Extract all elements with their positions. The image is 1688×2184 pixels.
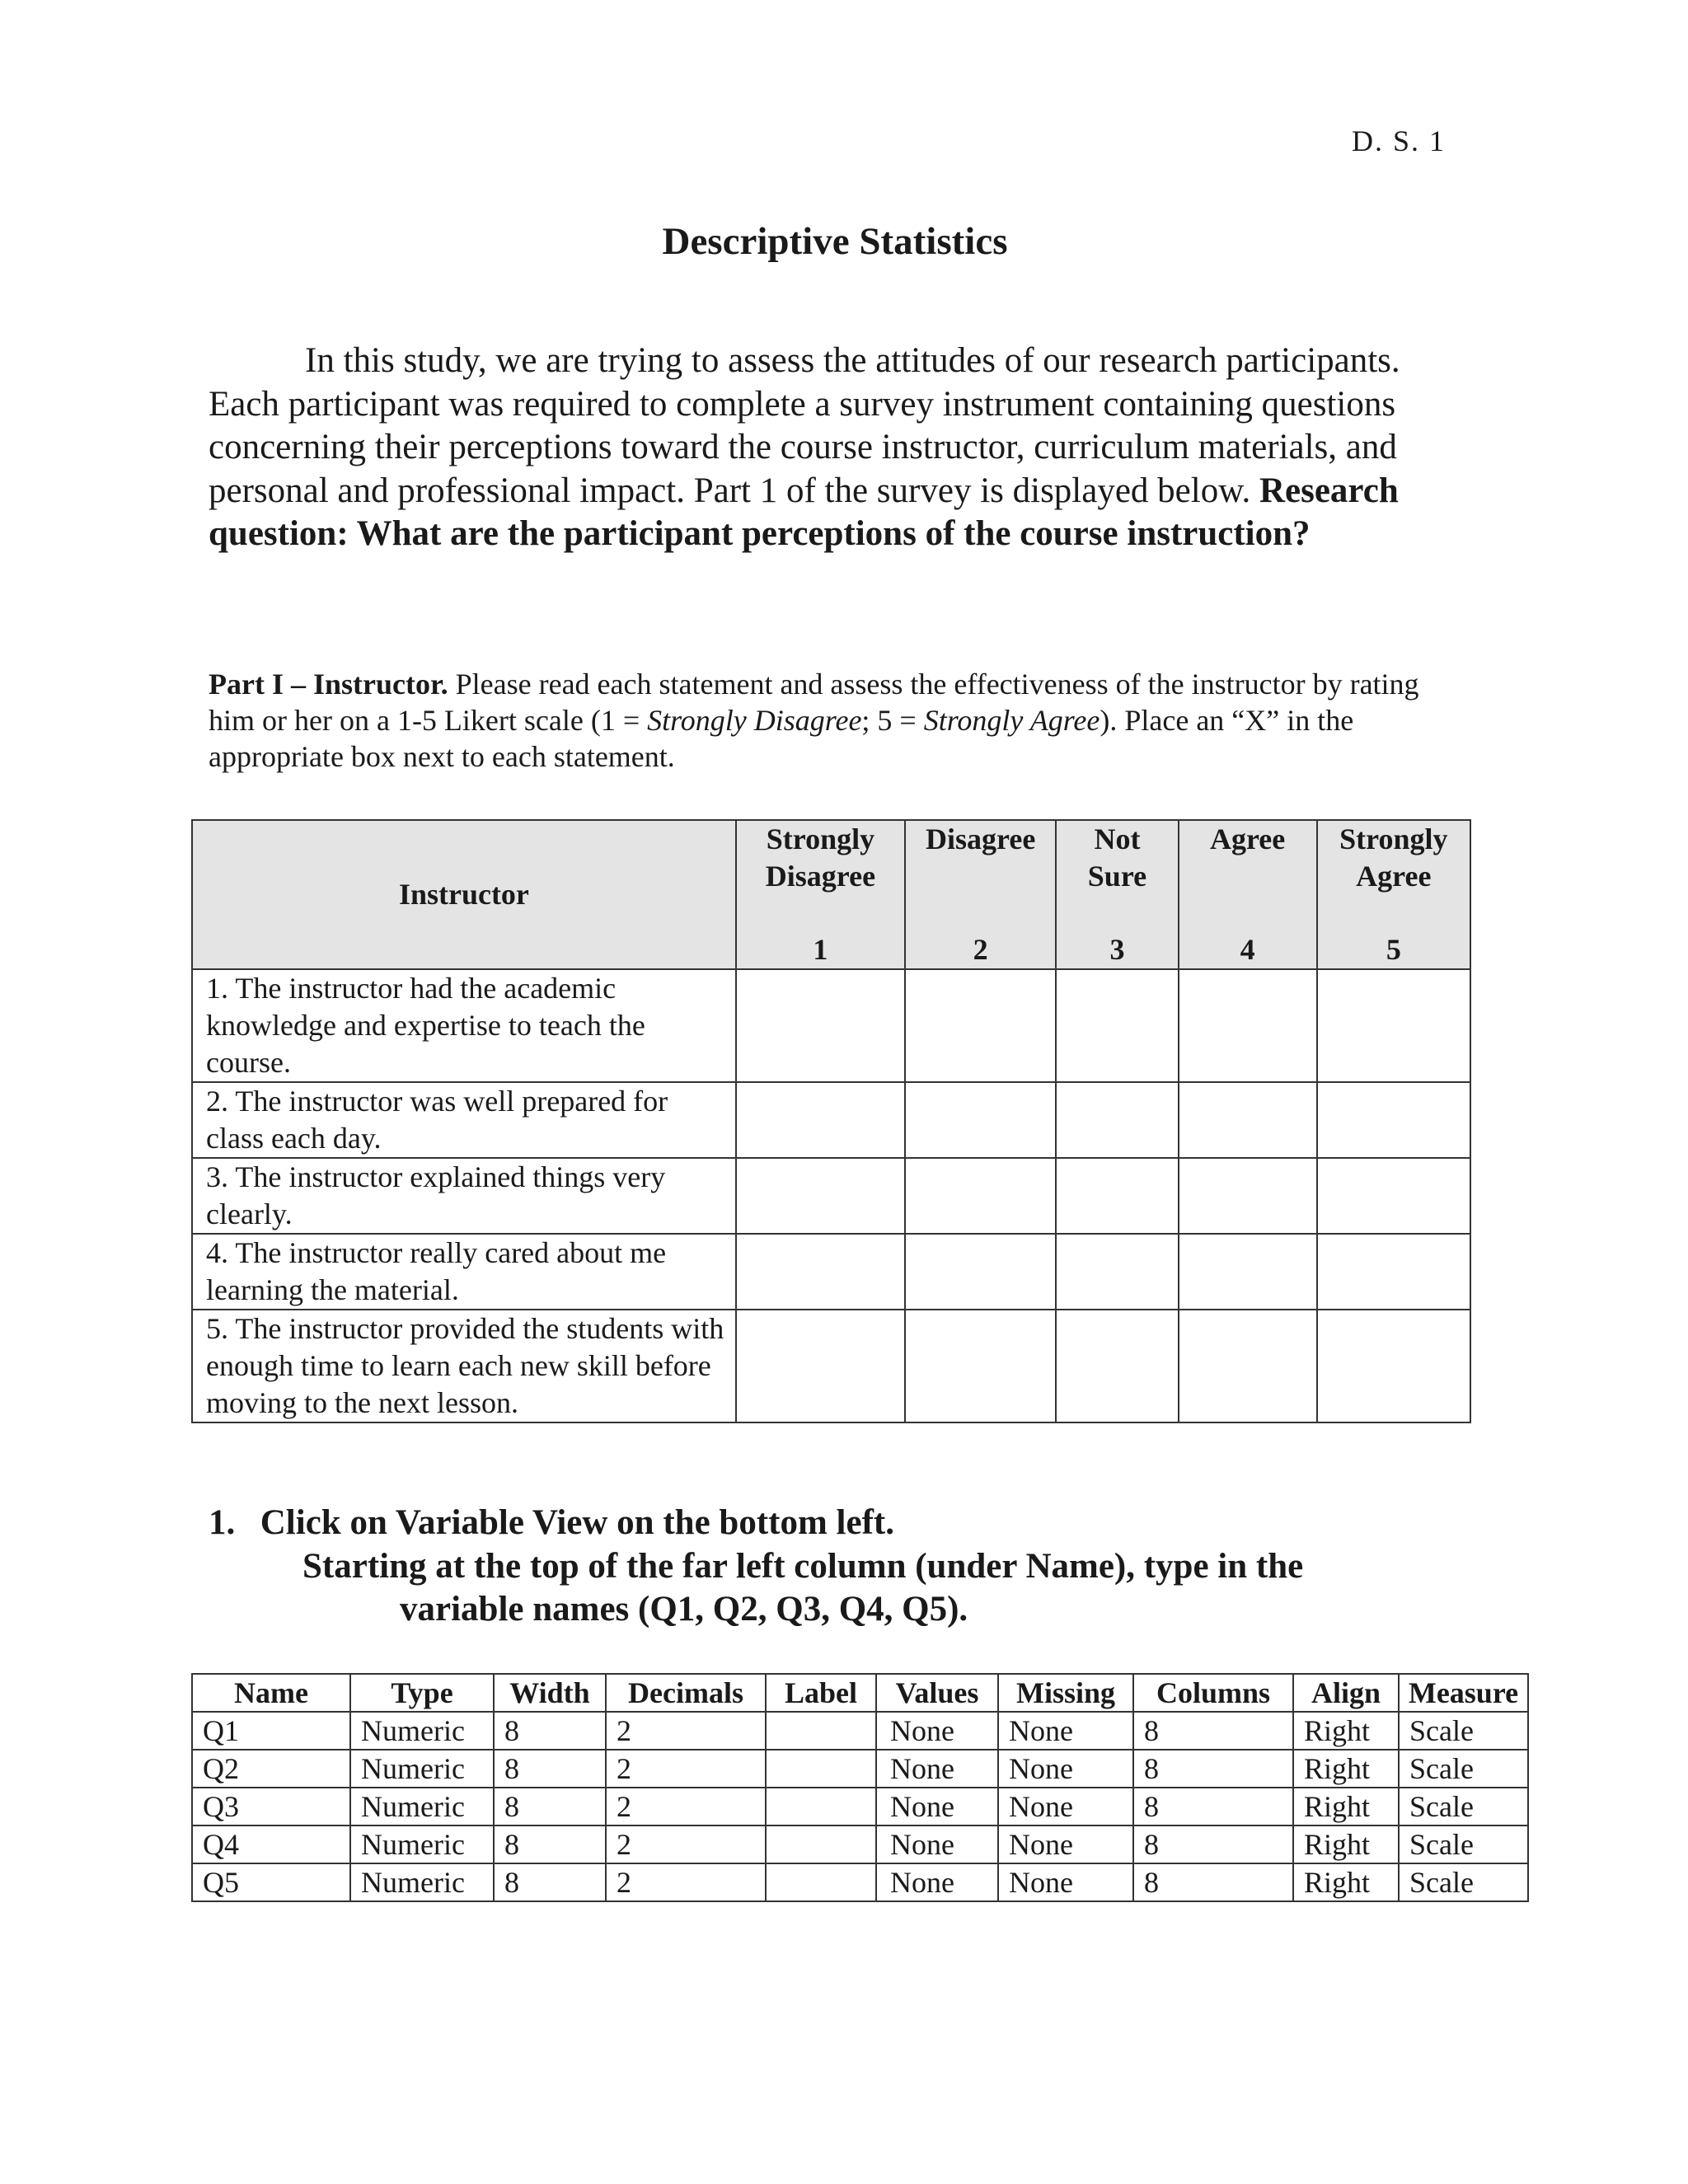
- cell-name[interactable]: Q1: [192, 1712, 350, 1750]
- rating-box-5[interactable]: [1317, 1234, 1470, 1310]
- cell-label[interactable]: [766, 1712, 876, 1750]
- cell-type[interactable]: Numeric: [350, 1788, 494, 1825]
- cell-name[interactable]: Q3: [192, 1788, 350, 1825]
- cell-missing[interactable]: None: [998, 1712, 1133, 1750]
- part-instructions: [209, 666, 1461, 775]
- intro-paragraph: [209, 340, 1461, 556]
- variable-header-row: [192, 1674, 1528, 1712]
- step-line-1: [209, 1502, 1527, 1545]
- cell-missing[interactable]: None: [998, 1825, 1133, 1863]
- likert-row: [192, 969, 1470, 1082]
- cell-decimals[interactable]: 2: [606, 1750, 766, 1788]
- part-heading: Part I – Instructor.: [209, 668, 448, 701]
- part-italic-a: Strongly Disagree: [647, 704, 862, 737]
- cell-decimals[interactable]: 2: [606, 1863, 766, 1901]
- likert-row: [192, 1310, 1470, 1422]
- part-italic-b: Strongly Agree: [923, 704, 1100, 737]
- variable-row: [192, 1788, 1528, 1825]
- cell-name[interactable]: Q5: [192, 1863, 350, 1901]
- cell-width[interactable]: 8: [494, 1750, 606, 1788]
- likert-header-label: Strongly Agree: [1339, 823, 1448, 893]
- rating-box-3[interactable]: [1056, 1082, 1178, 1158]
- cell-type[interactable]: Numeric: [350, 1863, 494, 1901]
- rating-box-1[interactable]: [736, 969, 905, 1082]
- cell-measure[interactable]: Scale: [1399, 1863, 1528, 1901]
- likert-header-label: Strongly Disagree: [765, 823, 876, 893]
- rating-box-2[interactable]: [905, 1234, 1056, 1310]
- variable-row: [192, 1712, 1528, 1750]
- likert-statement: 2. The instructor was well prepared for class each day.: [192, 1082, 736, 1158]
- cell-values[interactable]: None: [876, 1788, 998, 1825]
- rating-box-1[interactable]: [736, 1158, 905, 1234]
- likert-header-number: 4: [1240, 933, 1255, 966]
- rating-box-1[interactable]: [736, 1234, 905, 1310]
- likert-header-label: Disagree: [926, 823, 1036, 855]
- cell-name[interactable]: Q2: [192, 1750, 350, 1788]
- likert-header-not-sure: [1056, 820, 1178, 969]
- intro-text: In this study, we are trying to assess the attitudes of our research participants. Each participant was required to complete a survey instrument containing questions concerning their perceptions toward the course instructor, curriculum materials, and personal and professional impact. Part 1 of the survey is displayed below.: [209, 341, 1400, 510]
- likert-header-disagree: [905, 820, 1056, 969]
- likert-header-instructor: Instructor: [192, 820, 736, 969]
- cell-values[interactable]: None: [876, 1825, 998, 1863]
- cell-name[interactable]: Q4: [192, 1825, 350, 1863]
- rating-box-3[interactable]: [1056, 1158, 1178, 1234]
- likert-statement: 3. The instructor explained things very clearly.: [192, 1158, 736, 1234]
- cell-columns[interactable]: 8: [1133, 1788, 1293, 1825]
- cell-measure[interactable]: Scale: [1399, 1712, 1528, 1750]
- cell-values[interactable]: None: [876, 1750, 998, 1788]
- rating-box-2[interactable]: [905, 969, 1056, 1082]
- likert-row: [192, 1082, 1470, 1158]
- rating-box-4[interactable]: [1179, 969, 1317, 1082]
- likert-statement: 4. The instructor really cared about me learning the material.: [192, 1234, 736, 1310]
- header-missing: Missing: [998, 1674, 1133, 1712]
- cell-label[interactable]: [766, 1825, 876, 1863]
- cell-decimals[interactable]: 2: [606, 1825, 766, 1863]
- rating-box-2[interactable]: [905, 1310, 1056, 1422]
- header-columns: Columns: [1133, 1674, 1293, 1712]
- cell-type[interactable]: Numeric: [350, 1825, 494, 1863]
- header-measure: Measure: [1399, 1674, 1528, 1712]
- cell-columns[interactable]: 8: [1133, 1712, 1293, 1750]
- likert-header-strongly-agree: [1317, 820, 1470, 969]
- rating-box-4[interactable]: [1179, 1158, 1317, 1234]
- header-type: Type: [350, 1674, 494, 1712]
- rating-box-5[interactable]: [1317, 1158, 1470, 1234]
- likert-header-number: 5: [1386, 933, 1401, 966]
- likert-table: [191, 819, 1471, 1423]
- step-line-3: variable names (Q1, Q2, Q3, Q4, Q5).: [400, 1590, 968, 1629]
- rating-box-3[interactable]: [1056, 1310, 1178, 1422]
- cell-align[interactable]: Right: [1293, 1863, 1399, 1901]
- variable-view-table: [191, 1673, 1529, 1902]
- page-number: D. S. 1: [1352, 124, 1447, 157]
- cell-type[interactable]: Numeric: [350, 1750, 494, 1788]
- cell-measure[interactable]: Scale: [1399, 1788, 1528, 1825]
- rating-box-1[interactable]: [736, 1310, 905, 1422]
- cell-width[interactable]: 8: [494, 1863, 606, 1901]
- rating-box-2[interactable]: [905, 1158, 1056, 1234]
- step-instructions: [209, 1502, 1527, 1632]
- likert-row: [192, 1158, 1470, 1234]
- part-text-c: ). Place an “X” in the appropriate box next to each statement.: [209, 704, 1354, 773]
- rating-box-1[interactable]: [736, 1082, 905, 1158]
- likert-header-number: 1: [813, 933, 828, 966]
- cell-label[interactable]: [766, 1788, 876, 1825]
- likert-header-label: Not Sure: [1087, 823, 1147, 893]
- cell-measure[interactable]: Scale: [1399, 1750, 1528, 1788]
- likert-statement: 5. The instructor provided the students with enough time to learn each new skill before moving to the next lesson.: [192, 1310, 736, 1422]
- cell-align[interactable]: Right: [1293, 1750, 1399, 1788]
- page-title: Descriptive Statistics: [662, 220, 1008, 263]
- cell-columns[interactable]: 8: [1133, 1863, 1293, 1901]
- cell-values[interactable]: None: [876, 1863, 998, 1901]
- likert-header-number: 3: [1109, 933, 1125, 966]
- likert-statement: 1. The instructor had the academic knowledge and expertise to teach the course.: [192, 969, 736, 1082]
- step-line-2: Starting at the top of the far left column (under Name), type in the: [302, 1546, 1304, 1586]
- likert-header-number: 2: [973, 933, 988, 966]
- cell-label[interactable]: [766, 1863, 876, 1901]
- cell-align[interactable]: Right: [1293, 1825, 1399, 1863]
- rating-box-4[interactable]: [1179, 1234, 1317, 1310]
- header-align: Align: [1293, 1674, 1399, 1712]
- variable-row: [192, 1750, 1528, 1788]
- cell-missing[interactable]: None: [998, 1788, 1133, 1825]
- likert-row: [192, 1234, 1470, 1310]
- likert-header-label: Agree: [1209, 823, 1286, 855]
- cell-decimals[interactable]: 2: [606, 1712, 766, 1750]
- rating-box-3[interactable]: [1056, 969, 1178, 1082]
- cell-label[interactable]: [766, 1750, 876, 1788]
- likert-header-row: [192, 820, 1470, 969]
- rating-box-5[interactable]: [1317, 969, 1470, 1082]
- header-name: Name: [192, 1674, 350, 1712]
- variable-row: [192, 1863, 1528, 1901]
- part-text-b: ; 5 =: [861, 704, 924, 737]
- cell-missing[interactable]: None: [998, 1863, 1133, 1901]
- header-values: Values: [876, 1674, 998, 1712]
- rating-box-4[interactable]: [1179, 1082, 1317, 1158]
- step-number: 1.: [209, 1503, 236, 1542]
- likert-header-strongly-disagree: [736, 820, 905, 969]
- variable-table-body: [192, 1712, 1528, 1901]
- cell-missing[interactable]: None: [998, 1750, 1133, 1788]
- rating-box-4[interactable]: [1179, 1310, 1317, 1422]
- likert-header-agree: [1179, 820, 1317, 969]
- header-decimals: Decimals: [606, 1674, 766, 1712]
- cell-values[interactable]: None: [876, 1712, 998, 1750]
- cell-decimals[interactable]: 2: [606, 1788, 766, 1825]
- header-label: Label: [766, 1674, 876, 1712]
- cell-width[interactable]: 8: [494, 1788, 606, 1825]
- cell-align[interactable]: Right: [1293, 1712, 1399, 1750]
- step-text-1: Click on Variable View on the bottom left.: [260, 1503, 894, 1542]
- cell-measure[interactable]: Scale: [1399, 1825, 1528, 1863]
- research-question: Research question: What are the participant perceptions of the course instruction?: [209, 471, 1399, 553]
- rating-box-5[interactable]: [1317, 1310, 1470, 1422]
- cell-align[interactable]: Right: [1293, 1788, 1399, 1825]
- intro-indent: [209, 341, 305, 380]
- cell-width[interactable]: 8: [494, 1825, 606, 1863]
- part-text-a: Please read each statement and assess the effectiveness of the instructor by rating him or her on a 1-5 Likert scale (1 =: [209, 668, 1419, 737]
- variable-row: [192, 1825, 1528, 1863]
- cell-columns[interactable]: 8: [1133, 1750, 1293, 1788]
- cell-columns[interactable]: 8: [1133, 1825, 1293, 1863]
- header-width: Width: [494, 1674, 606, 1712]
- cell-width[interactable]: 8: [494, 1712, 606, 1750]
- cell-type[interactable]: Numeric: [350, 1712, 494, 1750]
- rating-box-3[interactable]: [1056, 1234, 1178, 1310]
- rating-box-2[interactable]: [905, 1082, 1056, 1158]
- rating-box-5[interactable]: [1317, 1082, 1470, 1158]
